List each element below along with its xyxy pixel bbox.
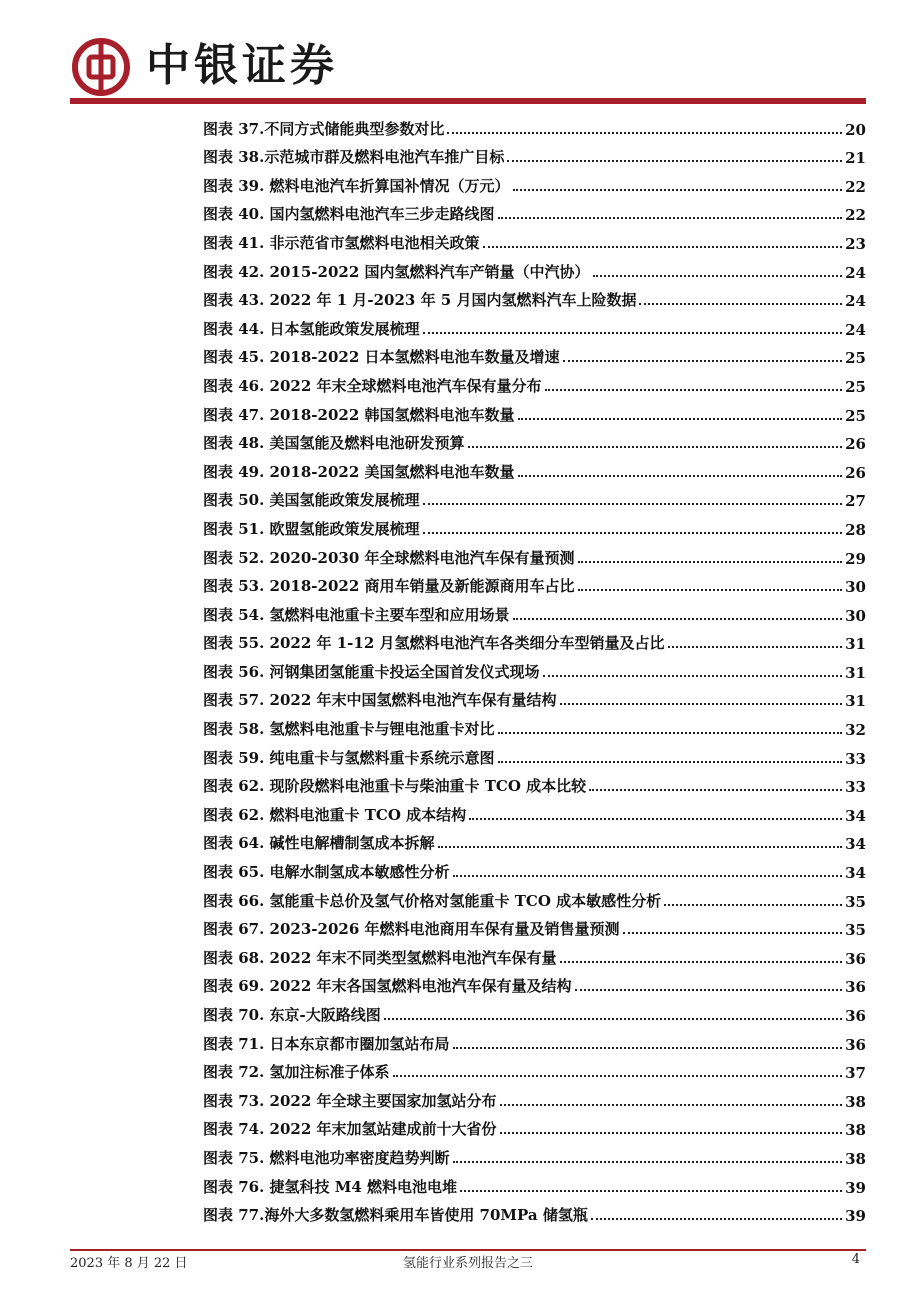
toc-entry-title: 图表 64. 碱性电解槽制氢成本拆解 [203, 834, 435, 853]
toc-dot-leader [453, 875, 843, 877]
toc-dot-leader [518, 418, 843, 420]
toc-entry-page: 31 [845, 635, 866, 654]
toc-dot-leader [593, 275, 843, 277]
toc-entry[interactable] [203, 625, 866, 654]
toc-dot-leader [513, 189, 843, 191]
toc-entry-title: 图表 54. 氢燃料电池重卡主要车型和应用场景 [203, 605, 510, 624]
toc-dot-leader [560, 703, 843, 705]
toc-entry-title: 图表 49. 2018-2022 美国氢燃料电池车数量 [203, 462, 515, 481]
toc-dot-leader [518, 475, 843, 477]
toc-dot-leader [578, 589, 843, 591]
toc-entry[interactable] [203, 1197, 866, 1226]
footer-report-title: 氢能行业系列报告之三 [402, 1256, 533, 1271]
toc-dot-leader [591, 1218, 842, 1220]
toc-dot-leader [589, 789, 842, 791]
toc-entry[interactable] [203, 882, 866, 911]
toc-entry-title: 图表 45. 2018-2022 日本氢燃料电池车数量及增速 [203, 348, 560, 367]
toc-entry-title: 图表 74. 2022 年末加氢站建成前十大省份 [203, 1120, 497, 1139]
toc-entry[interactable] [203, 1111, 866, 1140]
toc-entry[interactable] [203, 1082, 866, 1111]
toc-entry[interactable] [203, 425, 866, 454]
toc-entry-page: 36 [845, 949, 866, 968]
toc-entry-title: 图表 70. 东京-大阪路线图 [203, 1006, 381, 1024]
toc-entry[interactable] [203, 510, 866, 539]
toc-entry-page: 30 [845, 606, 866, 625]
toc-entry-title: 图表 58. 氢燃料电池重卡与锂电池重卡对比 [203, 720, 495, 739]
toc-entry-title: 图表 62. 燃料电池重卡 TCO 成本结构 [203, 805, 467, 824]
footer-divider [70, 1249, 866, 1251]
toc-entry[interactable] [203, 768, 866, 797]
toc-entry[interactable] [203, 682, 866, 711]
toc-entry-page: 38 [845, 1092, 866, 1111]
toc-entry-page: 33 [845, 749, 866, 768]
toc-dot-leader [578, 561, 843, 563]
header-divider [70, 98, 866, 104]
toc-entry-title: 图表 55. 2022 年 1-12 月氢燃料电池汽车各类细分车型销量及占比 [203, 634, 665, 653]
toc-entry-page: 34 [845, 806, 866, 825]
toc-entry-page: 20 [845, 120, 866, 139]
toc-dot-leader [507, 160, 842, 162]
table-of-figures [203, 110, 866, 1225]
toc-entry-title: 图表 68. 2022 年末不同类型氢燃料电池汽车保有量 [203, 948, 557, 967]
toc-entry-page: 22 [845, 177, 866, 196]
toc-entry[interactable] [203, 1168, 866, 1197]
page-header [0, 0, 920, 110]
toc-dot-leader [498, 732, 843, 734]
toc-dot-leader [393, 1075, 843, 1077]
toc-dot-leader [453, 1047, 843, 1049]
toc-entry-page: 28 [845, 520, 866, 539]
toc-entry[interactable] [203, 1139, 866, 1168]
toc-dot-leader [460, 1190, 842, 1192]
toc-entry[interactable] [203, 396, 866, 425]
toc-dot-leader [500, 1104, 843, 1106]
toc-entry-title: 图表 46. 2022 年末全球燃料电池汽车保有量分布 [203, 376, 542, 395]
page-footer [70, 1252, 866, 1272]
toc-entry[interactable] [203, 282, 866, 311]
toc-entry[interactable] [203, 996, 866, 1025]
toc-entry[interactable] [203, 253, 866, 282]
toc-entry-title: 图表 67. 2023-2026 年燃料电池商用车保有量及销售量预测 [203, 920, 620, 939]
toc-dot-leader [639, 303, 842, 305]
toc-entry-title: 图表 73. 2022 年全球主要国家加氢站分布 [203, 1091, 497, 1110]
toc-entry[interactable] [203, 196, 866, 225]
toc-entry-title: 图表 39. 燃料电池汽车折算国补情况（万元） [203, 176, 510, 195]
toc-entry[interactable] [203, 139, 866, 168]
toc-entry-page: 33 [845, 778, 866, 797]
toc-entry-page: 38 [845, 1149, 866, 1168]
toc-entry-page: 26 [845, 463, 866, 482]
toc-dot-leader [668, 646, 843, 648]
toc-dot-leader [498, 217, 843, 219]
toc-entry-page: 34 [845, 835, 866, 854]
toc-entry-title: 图表 76. 捷氢科技 M4 燃料电池电堆 [203, 1177, 458, 1196]
toc-entry[interactable] [203, 167, 866, 196]
toc-entry-title: 图表 72. 氢加注标准子体系 [203, 1063, 390, 1082]
toc-entry-page: 24 [845, 320, 866, 339]
toc-entry-page: 35 [845, 892, 866, 911]
toc-dot-leader [423, 503, 843, 505]
toc-entry-page: 39 [845, 1207, 866, 1226]
toc-dot-leader [664, 904, 842, 906]
toc-entry-page: 30 [845, 578, 866, 597]
toc-entry-page: 23 [845, 234, 866, 253]
toc-entry-title: 图表 69. 2022 年末各国氢燃料电池汽车保有量及结构 [203, 977, 572, 996]
toc-dot-leader [543, 675, 843, 677]
toc-entry[interactable] [203, 568, 866, 597]
toc-entry-title: 图表 42. 2015-2022 国内氢燃料汽车产销量（中汽协） [203, 262, 590, 281]
toc-entry-page: 35 [845, 921, 866, 940]
toc-dot-leader [563, 360, 843, 362]
toc-entry-page: 25 [845, 377, 866, 396]
toc-entry-title: 图表 50. 美国氢能政策发展梳理 [203, 491, 420, 510]
toc-dot-leader [500, 1132, 843, 1134]
bank-of-china-logo-icon [72, 38, 130, 96]
toc-entry-page: 39 [845, 1178, 866, 1197]
toc-entry-title: 图表 77.海外大多数氢燃料乘用车皆使用 70MPa 储氢瓶 [203, 1206, 588, 1225]
toc-entry-page: 36 [845, 978, 866, 997]
toc-entry-page: 36 [845, 1007, 866, 1025]
toc-dot-leader [384, 1018, 842, 1020]
toc-entry-page: 32 [845, 721, 866, 740]
toc-entry-title: 图表 48. 美国氢能及燃料电池研发预算 [203, 434, 465, 453]
toc-entry-page: 22 [845, 206, 866, 225]
toc-entry-page: 26 [845, 435, 866, 454]
footer-page-number: 4 [851, 1252, 860, 1267]
toc-entry[interactable] [203, 939, 866, 968]
toc-dot-leader [423, 332, 843, 334]
toc-entry[interactable] [203, 739, 866, 768]
toc-entry[interactable] [203, 653, 866, 682]
toc-dot-leader [468, 446, 843, 448]
toc-dot-leader [513, 618, 843, 620]
toc-entry[interactable] [203, 796, 866, 825]
toc-entry[interactable] [203, 710, 866, 739]
toc-entry-title: 图表 43. 2022 年 1 月-2023 年 5 月国内氢燃料汽车上险数据 [203, 291, 637, 310]
brand-name: 中银证券 [146, 40, 338, 91]
toc-dot-leader [498, 761, 843, 763]
toc-entry-page: 34 [845, 864, 866, 883]
toc-entry-title: 图表 56. 河钢集团氢能重卡投运全国首发仪式现场 [203, 662, 540, 681]
toc-entry-page: 37 [845, 1064, 866, 1083]
toc-entry[interactable] [203, 911, 866, 940]
toc-entry[interactable] [203, 825, 866, 854]
toc-entry[interactable] [203, 110, 866, 139]
toc-entry-page: 31 [845, 692, 866, 711]
toc-entry-page: 25 [845, 406, 866, 425]
toc-entry-title: 图表 41. 非示范省市氢燃料电池相关政策 [203, 233, 480, 252]
toc-dot-leader [423, 532, 843, 534]
toc-entry-page: 36 [845, 1035, 866, 1054]
toc-entry-page: 24 [845, 263, 866, 282]
toc-dot-leader [545, 389, 843, 391]
toc-entry-title: 图表 52. 2020-2030 年全球燃料电池汽车保有量预测 [203, 548, 575, 567]
toc-entry-title: 图表 38.示范城市群及燃料电池汽车推广目标 [203, 148, 505, 167]
toc-entry[interactable] [203, 596, 866, 625]
toc-entry-page: 38 [845, 1121, 866, 1140]
toc-entry-page: 31 [845, 663, 866, 682]
toc-entry[interactable] [203, 853, 866, 882]
toc-entry[interactable] [203, 339, 866, 368]
toc-entry-title: 图表 44. 日本氢能政策发展梳理 [203, 319, 420, 338]
toc-entry-title: 图表 47. 2018-2022 韩国氢燃料电池车数量 [203, 405, 515, 424]
toc-entry-page: 25 [845, 349, 866, 368]
toc-dot-leader [453, 1161, 843, 1163]
toc-entry[interactable] [203, 224, 866, 253]
toc-entry-title: 图表 71. 日本东京都市圈加氢站布局 [203, 1034, 450, 1053]
toc-entry-title: 图表 40. 国内氢燃料电池汽车三步走路线图 [203, 205, 495, 224]
toc-entry-page: 27 [845, 492, 866, 511]
toc-dot-leader [560, 961, 843, 963]
toc-entry-title: 图表 62. 现阶段燃料电池重卡与柴油重卡 TCO 成本比较 [203, 777, 587, 796]
toc-entry-page: 29 [845, 549, 866, 568]
toc-entry[interactable] [203, 367, 866, 396]
toc-entry-title: 图表 59. 纯电重卡与氢燃料重卡系统示意图 [203, 748, 495, 767]
toc-entry[interactable] [203, 453, 866, 482]
toc-entry[interactable] [203, 1025, 866, 1054]
toc-entry-title: 图表 65. 电解水制氢成本敏感性分析 [203, 863, 450, 882]
toc-entry-title: 图表 53. 2018-2022 商用车销量及新能源商用车占比 [203, 577, 575, 596]
toc-dot-leader [623, 932, 843, 934]
toc-entry-title: 图表 37.不同方式储能典型参数对比 [203, 119, 445, 138]
toc-dot-leader [438, 846, 843, 848]
toc-entry[interactable] [203, 968, 866, 997]
footer-date: 2023 年 8 月 22 日 [70, 1256, 188, 1271]
toc-dot-leader [447, 132, 842, 134]
toc-entry-page: 21 [845, 149, 866, 168]
toc-entry-title: 图表 57. 2022 年末中国氢燃料电池汽车保有量结构 [203, 691, 557, 710]
toc-entry-title: 图表 75. 燃料电池功率密度趋势判断 [203, 1148, 450, 1167]
toc-entry[interactable] [203, 539, 866, 568]
toc-entry[interactable] [203, 482, 866, 511]
toc-dot-leader [483, 246, 843, 248]
toc-entry[interactable] [203, 1054, 866, 1083]
toc-entry-title: 图表 51. 欧盟氢能政策发展梳理 [203, 519, 420, 538]
toc-entry[interactable] [203, 310, 866, 339]
toc-dot-leader [469, 818, 842, 820]
toc-dot-leader [575, 989, 843, 991]
toc-entry-title: 图表 66. 氢能重卡总价及氢气价格对氢能重卡 TCO 成本敏感性分析 [203, 891, 662, 910]
toc-entry-page: 24 [845, 292, 866, 311]
